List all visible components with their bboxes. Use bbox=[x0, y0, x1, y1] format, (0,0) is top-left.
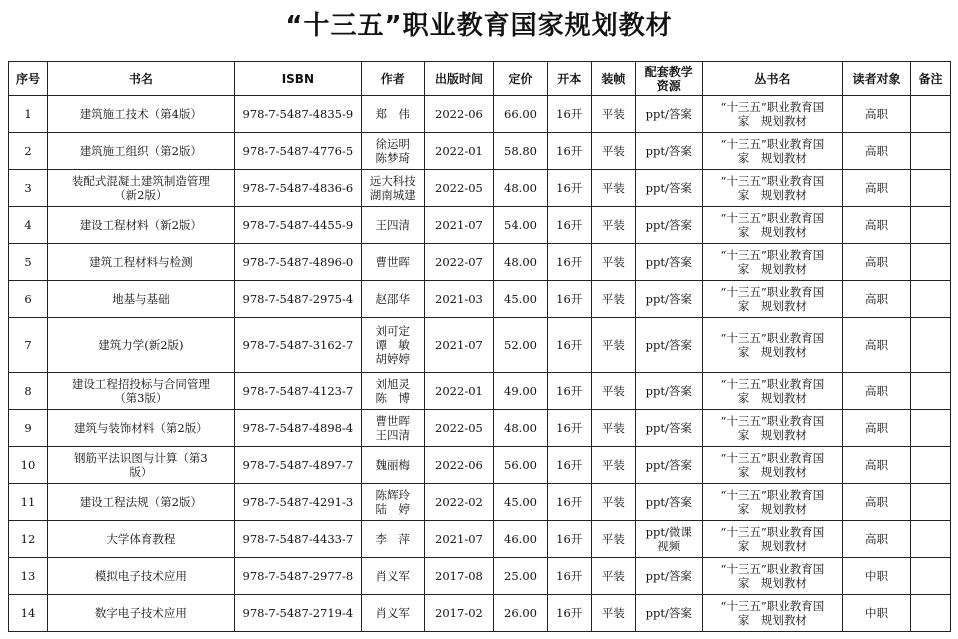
cell-audience: 高职 bbox=[843, 484, 911, 521]
table-row bbox=[9, 207, 951, 244]
header-binding: 装帧 bbox=[591, 62, 635, 96]
cell-title: 建筑施工组织（第2版） bbox=[47, 133, 234, 170]
cell-series: “十三五”职业教育国 家 规划教材 bbox=[702, 558, 843, 595]
cell-resources: ppt/答案 bbox=[635, 281, 702, 318]
cell-binding: 平装 bbox=[591, 410, 635, 447]
table-row bbox=[9, 318, 951, 373]
cell-price: 56.00 bbox=[494, 447, 547, 484]
header-date: 出版时间 bbox=[424, 62, 494, 96]
cell-series: “十三五”职业教育国 家 规划教材 bbox=[702, 595, 843, 632]
cell-format: 16开 bbox=[547, 281, 591, 318]
table-row bbox=[9, 595, 951, 632]
cell-price: 52.00 bbox=[494, 318, 547, 373]
cell-seq: 3 bbox=[9, 170, 48, 207]
cell-seq: 12 bbox=[9, 521, 48, 558]
cell-price: 54.00 bbox=[494, 207, 547, 244]
cell-isbn: 978-7-5487-4455-9 bbox=[234, 207, 361, 244]
header-isbn: ISBN bbox=[234, 62, 361, 96]
cell-author: 曹世晖 bbox=[361, 244, 424, 281]
cell-author: 肖义军 bbox=[361, 595, 424, 632]
cell-notes bbox=[910, 281, 950, 318]
cell-isbn: 978-7-5487-4835-9 bbox=[234, 96, 361, 133]
cell-title: 钢筋平法识图与计算（第3 版） bbox=[47, 447, 234, 484]
cell-format: 16开 bbox=[547, 410, 591, 447]
cell-binding: 平装 bbox=[591, 281, 635, 318]
cell-format: 16开 bbox=[547, 484, 591, 521]
cell-series: “十三五”职业教育国 家 规划教材 bbox=[702, 373, 843, 410]
cell-date: 2022-06 bbox=[424, 96, 494, 133]
cell-audience: 高职 bbox=[843, 244, 911, 281]
cell-series: “十三五”职业教育国 家 规划教材 bbox=[702, 170, 843, 207]
cell-seq: 13 bbox=[9, 558, 48, 595]
cell-date: 2021-07 bbox=[424, 207, 494, 244]
cell-resources: ppt/答案 bbox=[635, 595, 702, 632]
cell-title: 装配式混凝土建筑制造管理 （新2版） bbox=[47, 170, 234, 207]
cell-seq: 5 bbox=[9, 244, 48, 281]
cell-binding: 平装 bbox=[591, 318, 635, 373]
cell-audience: 高职 bbox=[843, 170, 911, 207]
cell-price: 66.00 bbox=[494, 96, 547, 133]
cell-series: “十三五”职业教育国 家 规划教材 bbox=[702, 318, 843, 373]
cell-resources: ppt/答案 bbox=[635, 373, 702, 410]
cell-title: 建设工程材料（新2版） bbox=[47, 207, 234, 244]
cell-series: “十三五”职业教育国 家 规划教材 bbox=[702, 521, 843, 558]
header-notes: 备注 bbox=[910, 62, 950, 96]
cell-format: 16开 bbox=[547, 558, 591, 595]
table-row bbox=[9, 521, 951, 558]
cell-date: 2022-01 bbox=[424, 133, 494, 170]
cell-seq: 1 bbox=[9, 96, 48, 133]
header-audience: 读者对象 bbox=[843, 62, 911, 96]
cell-audience: 高职 bbox=[843, 447, 911, 484]
cell-resources: ppt/微课 视频 bbox=[635, 521, 702, 558]
table-row bbox=[9, 281, 951, 318]
cell-isbn: 978-7-5487-4291-3 bbox=[234, 484, 361, 521]
cell-title: 建筑与装饰材料（第2版） bbox=[47, 410, 234, 447]
table-row bbox=[9, 484, 951, 521]
page-title: “十三五”职业教育国家规划教材 bbox=[285, 11, 673, 41]
cell-series: “十三五”职业教育国 家 规划教材 bbox=[702, 484, 843, 521]
cell-notes bbox=[910, 170, 950, 207]
cell-author: 曹世晖 王四清 bbox=[361, 410, 424, 447]
cell-series: “十三五”职业教育国 家 规划教材 bbox=[702, 410, 843, 447]
cell-series: “十三五”职业教育国 家 规划教材 bbox=[702, 96, 843, 133]
cell-price: 49.00 bbox=[494, 373, 547, 410]
cell-resources: ppt/答案 bbox=[635, 484, 702, 521]
cell-notes bbox=[910, 373, 950, 410]
cell-author: 远大科技 湖南城建 bbox=[361, 170, 424, 207]
cell-isbn: 978-7-5487-4836-6 bbox=[234, 170, 361, 207]
cell-author: 郑 伟 bbox=[361, 96, 424, 133]
cell-format: 16开 bbox=[547, 318, 591, 373]
cell-isbn: 978-7-5487-4898-4 bbox=[234, 410, 361, 447]
cell-seq: 2 bbox=[9, 133, 48, 170]
cell-resources: ppt/答案 bbox=[635, 207, 702, 244]
cell-format: 16开 bbox=[547, 170, 591, 207]
table-header bbox=[9, 62, 951, 96]
cell-audience: 高职 bbox=[843, 133, 911, 170]
cell-author: 刘旭灵 陈 博 bbox=[361, 373, 424, 410]
cell-title: 建设工程法规（第2版） bbox=[47, 484, 234, 521]
cell-binding: 平装 bbox=[591, 373, 635, 410]
header-title: 书名 bbox=[47, 62, 234, 96]
cell-isbn: 978-7-5487-4433-7 bbox=[234, 521, 361, 558]
cell-price: 48.00 bbox=[494, 244, 547, 281]
cell-resources: ppt/答案 bbox=[635, 318, 702, 373]
table-row bbox=[9, 244, 951, 281]
cell-isbn: 978-7-5487-4123-7 bbox=[234, 373, 361, 410]
cell-series: “十三五”职业教育国 家 规划教材 bbox=[702, 281, 843, 318]
cell-notes bbox=[910, 484, 950, 521]
cell-audience: 高职 bbox=[843, 373, 911, 410]
cell-title: 模拟电子技术应用 bbox=[47, 558, 234, 595]
cell-author: 李 萍 bbox=[361, 521, 424, 558]
cell-audience: 高职 bbox=[843, 207, 911, 244]
cell-isbn: 978-7-5487-2975-4 bbox=[234, 281, 361, 318]
cell-price: 45.00 bbox=[494, 281, 547, 318]
cell-format: 16开 bbox=[547, 373, 591, 410]
cell-isbn: 978-7-5487-4897-7 bbox=[234, 447, 361, 484]
cell-title: 建筑工程材料与检测 bbox=[47, 244, 234, 281]
cell-isbn: 978-7-5487-3162-7 bbox=[234, 318, 361, 373]
table-row bbox=[9, 133, 951, 170]
cell-author: 王四清 bbox=[361, 207, 424, 244]
cell-binding: 平装 bbox=[591, 133, 635, 170]
cell-series: “十三五”职业教育国 家 规划教材 bbox=[702, 133, 843, 170]
cell-notes bbox=[910, 558, 950, 595]
header-series: 丛书名 bbox=[702, 62, 843, 96]
cell-title: 建设工程招投标与合同管理 （第3版） bbox=[47, 373, 234, 410]
header-seq: 序号 bbox=[9, 62, 48, 96]
cell-format: 16开 bbox=[547, 595, 591, 632]
cell-price: 58.80 bbox=[494, 133, 547, 170]
cell-date: 2022-02 bbox=[424, 484, 494, 521]
cell-binding: 平装 bbox=[591, 244, 635, 281]
cell-notes bbox=[910, 521, 950, 558]
cell-resources: ppt/答案 bbox=[635, 410, 702, 447]
cell-binding: 平装 bbox=[591, 170, 635, 207]
cell-resources: ppt/答案 bbox=[635, 96, 702, 133]
cell-notes bbox=[910, 244, 950, 281]
cell-notes bbox=[910, 96, 950, 133]
header-price: 定价 bbox=[494, 62, 547, 96]
cell-price: 26.00 bbox=[494, 595, 547, 632]
header-author: 作者 bbox=[361, 62, 424, 96]
header-resources: 配套教学 资源 bbox=[635, 62, 702, 96]
cell-series: “十三五”职业教育国 家 规划教材 bbox=[702, 207, 843, 244]
cell-notes bbox=[910, 133, 950, 170]
cell-resources: ppt/答案 bbox=[635, 133, 702, 170]
cell-date: 2022-05 bbox=[424, 410, 494, 447]
cell-author: 刘可定 谭 敏 胡婷婷 bbox=[361, 318, 424, 373]
cell-isbn: 978-7-5487-2977-8 bbox=[234, 558, 361, 595]
cell-price: 45.00 bbox=[494, 484, 547, 521]
cell-binding: 平装 bbox=[591, 558, 635, 595]
cell-title: 建筑施工技术（第4版） bbox=[47, 96, 234, 133]
cell-date: 2022-05 bbox=[424, 170, 494, 207]
cell-notes bbox=[910, 318, 950, 373]
table-row bbox=[9, 558, 951, 595]
cell-isbn: 978-7-5487-2719-4 bbox=[234, 595, 361, 632]
cell-date: 2022-01 bbox=[424, 373, 494, 410]
cell-binding: 平装 bbox=[591, 207, 635, 244]
cell-format: 16开 bbox=[547, 133, 591, 170]
cell-author: 赵邵华 bbox=[361, 281, 424, 318]
cell-format: 16开 bbox=[547, 521, 591, 558]
cell-binding: 平装 bbox=[591, 447, 635, 484]
cell-seq: 14 bbox=[9, 595, 48, 632]
cell-audience: 高职 bbox=[843, 96, 911, 133]
cell-series: “十三五”职业教育国 家 规划教材 bbox=[702, 244, 843, 281]
header-row bbox=[9, 62, 951, 96]
cell-binding: 平装 bbox=[591, 96, 635, 133]
cell-date: 2021-07 bbox=[424, 318, 494, 373]
cell-resources: ppt/答案 bbox=[635, 447, 702, 484]
cell-notes bbox=[910, 207, 950, 244]
cell-isbn: 978-7-5487-4776-5 bbox=[234, 133, 361, 170]
cell-format: 16开 bbox=[547, 96, 591, 133]
cell-audience: 中职 bbox=[843, 558, 911, 595]
cell-series: “十三五”职业教育国 家 规划教材 bbox=[702, 447, 843, 484]
cell-author: 陈辉玲 陆 婷 bbox=[361, 484, 424, 521]
cell-price: 46.00 bbox=[494, 521, 547, 558]
cell-date: 2017-08 bbox=[424, 558, 494, 595]
cell-audience: 高职 bbox=[843, 318, 911, 373]
cell-audience: 高职 bbox=[843, 521, 911, 558]
cell-notes bbox=[910, 447, 950, 484]
cell-format: 16开 bbox=[547, 447, 591, 484]
cell-price: 48.00 bbox=[494, 170, 547, 207]
cell-author: 魏丽梅 bbox=[361, 447, 424, 484]
cell-title: 建筑力学(新2版) bbox=[47, 318, 234, 373]
cell-resources: ppt/答案 bbox=[635, 244, 702, 281]
cell-seq: 9 bbox=[9, 410, 48, 447]
cell-binding: 平装 bbox=[591, 521, 635, 558]
cell-title: 地基与基础 bbox=[47, 281, 234, 318]
table-row bbox=[9, 410, 951, 447]
cell-seq: 6 bbox=[9, 281, 48, 318]
cell-date: 2022-07 bbox=[424, 244, 494, 281]
cell-author: 肖义军 bbox=[361, 558, 424, 595]
cell-resources: ppt/答案 bbox=[635, 558, 702, 595]
table-body bbox=[9, 96, 951, 632]
cell-audience: 高职 bbox=[843, 281, 911, 318]
cell-audience: 中职 bbox=[843, 595, 911, 632]
cell-date: 2021-07 bbox=[424, 521, 494, 558]
cell-format: 16开 bbox=[547, 207, 591, 244]
table-row bbox=[9, 96, 951, 133]
cell-binding: 平装 bbox=[591, 484, 635, 521]
table-row bbox=[9, 373, 951, 410]
cell-audience: 高职 bbox=[843, 410, 911, 447]
cell-title: 大学体育教程 bbox=[47, 521, 234, 558]
cell-resources: ppt/答案 bbox=[635, 170, 702, 207]
cell-title: 数字电子技术应用 bbox=[47, 595, 234, 632]
cell-notes bbox=[910, 595, 950, 632]
cell-date: 2021-03 bbox=[424, 281, 494, 318]
header-format: 开本 bbox=[547, 62, 591, 96]
cell-notes bbox=[910, 410, 950, 447]
cell-date: 2022-06 bbox=[424, 447, 494, 484]
cell-format: 16开 bbox=[547, 244, 591, 281]
cell-binding: 平装 bbox=[591, 595, 635, 632]
table-row bbox=[9, 447, 951, 484]
cell-seq: 11 bbox=[9, 484, 48, 521]
cell-isbn: 978-7-5487-4896-0 bbox=[234, 244, 361, 281]
cell-price: 25.00 bbox=[494, 558, 547, 595]
cell-author: 徐运明 陈梦琦 bbox=[361, 133, 424, 170]
cell-seq: 10 bbox=[9, 447, 48, 484]
cell-price: 48.00 bbox=[494, 410, 547, 447]
textbook-table bbox=[8, 61, 951, 632]
cell-seq: 4 bbox=[9, 207, 48, 244]
table-row bbox=[9, 170, 951, 207]
cell-seq: 8 bbox=[9, 373, 48, 410]
cell-date: 2017-02 bbox=[424, 595, 494, 632]
cell-seq: 7 bbox=[9, 318, 48, 373]
